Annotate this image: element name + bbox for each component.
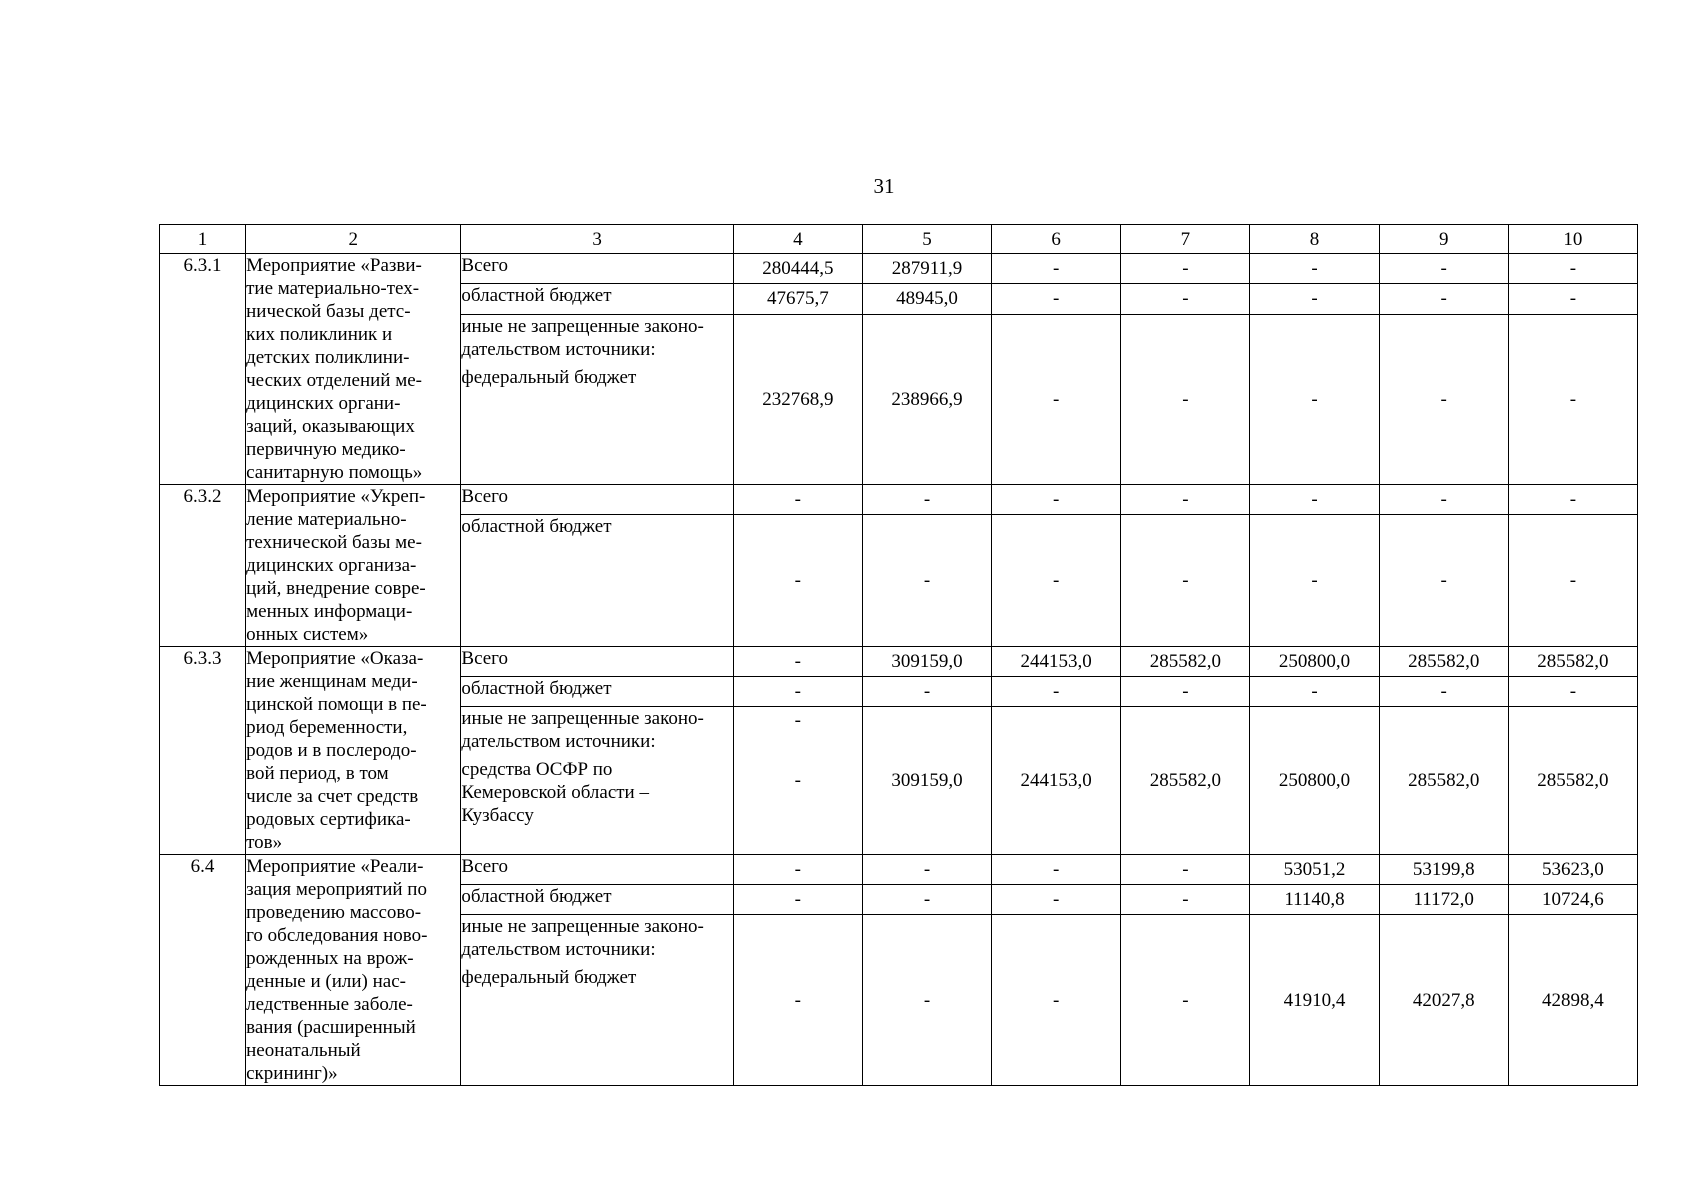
value-cell: [1121, 647, 1250, 677]
column-header: 5: [862, 225, 991, 254]
row-code: 6.3.1: [160, 254, 246, 485]
value-cell: [733, 314, 862, 484]
measure-name-line: Мероприятие «Оказа-: [246, 648, 424, 669]
column-header: 6: [992, 225, 1121, 254]
column-header: 10: [1508, 225, 1637, 254]
value-cell: [1379, 855, 1508, 885]
value-text: 53623,0: [1542, 859, 1604, 881]
value-cell: [1250, 485, 1379, 515]
value-text: -: [1053, 889, 1060, 911]
value-cell: [992, 885, 1121, 915]
column-header: 9: [1379, 225, 1508, 254]
value-text: 285582,0: [1408, 650, 1480, 672]
value-cell: [992, 915, 1121, 1086]
value-cell: [1121, 284, 1250, 314]
measure-name-line: дицинских органи-: [246, 393, 401, 414]
value-cell: [1250, 647, 1379, 677]
value-cell: [1250, 706, 1379, 854]
measure-name: [246, 485, 461, 647]
funding-source-line: Всего: [461, 856, 508, 877]
value-text: 250800,0: [1278, 650, 1351, 672]
value-cell: [1121, 485, 1250, 515]
value-cell: [1379, 515, 1508, 647]
value-text: 285582,0: [1149, 769, 1221, 791]
value-text: -: [923, 680, 931, 702]
funding-source-line: областной бюджет: [461, 516, 612, 538]
value-text: 280444,5: [762, 258, 834, 280]
value-text: -: [923, 489, 931, 511]
value-cell: [992, 647, 1121, 677]
value-text: -: [1053, 859, 1060, 881]
value-cell: [1379, 647, 1508, 677]
measure-name-line: ций, внедрение совре-: [246, 578, 426, 599]
value-cell: [862, 314, 991, 484]
measure-name-line: тов»: [246, 832, 283, 853]
funding-source: [461, 706, 733, 854]
value-cell: [1379, 254, 1508, 284]
measure-name-line: Мероприятие «Укреп-: [246, 486, 426, 507]
value-text: -: [1311, 680, 1318, 702]
measure-name-line: проведению массово-: [246, 902, 422, 923]
value-cell: [1508, 485, 1637, 515]
value-text: -: [1182, 570, 1189, 592]
value-cell: [1250, 915, 1379, 1086]
value-cell: [733, 855, 862, 885]
funding-source: [461, 254, 733, 284]
value-text: 287911,9: [891, 258, 963, 280]
funding-source-header-line: иные не запрещенные законо-: [461, 707, 704, 729]
value-text: -: [1053, 258, 1060, 280]
funding-source: [461, 885, 733, 915]
value-cell: [862, 647, 991, 677]
page-number: 31: [873, 174, 895, 198]
value-text: -: [1440, 288, 1447, 310]
measure-name-line: ких поликлиник и: [246, 324, 393, 345]
value-text: -: [923, 889, 931, 911]
measure-name-line: цинской помощи в пе-: [246, 694, 427, 715]
table-body: [160, 225, 1638, 1086]
value-text: -: [1182, 889, 1189, 911]
value-cell: [1379, 314, 1508, 484]
column-header: 3: [461, 225, 733, 254]
value-text: 309159,0: [891, 769, 963, 791]
value-cell: [862, 885, 991, 915]
column-header: 8: [1250, 225, 1379, 254]
value-text: 244153,0: [1020, 650, 1092, 672]
funding-source-line: Кемеровской области –: [461, 781, 649, 803]
measure-name-line: вания (расширенный: [246, 1017, 416, 1038]
value-text: 244153,0: [1020, 769, 1092, 791]
value-text: 53199,8: [1412, 859, 1475, 881]
value-text: -: [1182, 288, 1189, 310]
value-cell: [992, 314, 1121, 484]
funding-source: [461, 485, 733, 515]
value-text: -: [1440, 388, 1447, 410]
value-cell: [733, 254, 862, 284]
value-text: 11172,0: [1413, 889, 1474, 911]
measure-name-line: го обследования ново-: [246, 925, 428, 946]
value-cell: [1379, 485, 1508, 515]
measure-name-line: тие материально-тех-: [246, 278, 420, 299]
value-text: 250800,0: [1278, 769, 1351, 791]
measure-name-line: родов и в послеродо-: [246, 740, 417, 761]
value-cell: [992, 855, 1121, 885]
value-text: 238966,9: [891, 388, 963, 410]
value-text: -: [923, 570, 931, 592]
value-cell: [733, 284, 862, 314]
value-cell: [1121, 915, 1250, 1086]
value-cell: [1379, 676, 1508, 706]
value-cell: [1121, 676, 1250, 706]
value-cell: [992, 706, 1121, 854]
measure-name: [246, 855, 461, 1086]
value-cell: [733, 676, 862, 706]
value-text: -: [1311, 489, 1318, 511]
column-header-row: [160, 225, 1638, 254]
value-text: 285582,0: [1408, 769, 1480, 791]
value-cell: [1121, 314, 1250, 484]
value-text: -: [1569, 489, 1577, 511]
measure-name-line: ческих отделений ме-: [246, 370, 423, 391]
value-text: -: [1311, 388, 1318, 410]
value-cell: [1250, 885, 1379, 915]
value-cell: [862, 706, 991, 854]
funding-source-line: средства ОСФР по: [461, 758, 613, 780]
value-text: -: [923, 859, 931, 881]
value-cell: [733, 485, 862, 515]
value-text: -: [794, 889, 801, 911]
value-text: -: [1182, 388, 1189, 410]
funding-source-line: федеральный бюджет: [461, 366, 637, 388]
value-text: -: [1053, 288, 1060, 310]
value-text: 309159,0: [891, 650, 963, 672]
value-text: 48945,0: [896, 288, 958, 310]
funding-source: [461, 676, 733, 706]
value-cell: [733, 915, 862, 1086]
value-cell: [1379, 284, 1508, 314]
value-text: -: [1440, 489, 1447, 511]
value-text: 53051,2: [1283, 859, 1346, 881]
value-cell: [1121, 885, 1250, 915]
table-row: [160, 485, 1638, 515]
value-cell: [1508, 515, 1637, 647]
funding-source-header-line: иные не запрещенные законо-: [461, 315, 704, 337]
value-cell: [1121, 254, 1250, 284]
value-cell: [862, 254, 991, 284]
measure-name-line: Мероприятие «Реали-: [246, 856, 424, 877]
measure-name-line: ние женщинам меди-: [246, 671, 418, 692]
funding-source: [461, 855, 733, 885]
measure-name-line: онных систем»: [246, 624, 369, 645]
value-text: -: [794, 989, 801, 1011]
value-cell: [862, 485, 991, 515]
value-cell: [1250, 855, 1379, 885]
value-text: 42027,8: [1412, 989, 1475, 1011]
measure-name-line: Мероприятие «Разви-: [246, 255, 422, 276]
value-cell: [1508, 254, 1637, 284]
funding-source-line: Всего: [461, 255, 508, 276]
value-cell: [862, 855, 991, 885]
measure-name: [246, 647, 461, 855]
table-row: [160, 254, 1638, 284]
measure-name: [246, 254, 461, 485]
measure-name-line: ледственные заболе-: [246, 994, 413, 1015]
funding-source-header-line: иные не запрещенные законо-: [461, 916, 704, 938]
row-code: 6.3.2: [160, 485, 246, 647]
measure-name-line: нической базы детс-: [246, 301, 411, 322]
value-text: -: [1569, 680, 1577, 702]
value-text: -: [1440, 258, 1447, 280]
column-header: 4: [733, 225, 862, 254]
value-text: -: [1569, 288, 1577, 310]
value-text: -: [1569, 570, 1577, 592]
value-cell: [992, 254, 1121, 284]
funding-source-header-line: дательством источники:: [461, 338, 656, 360]
value-cell: [1379, 885, 1508, 915]
funding-source: [461, 515, 733, 647]
value-cell: [1250, 515, 1379, 647]
measure-name-line: менных информаци-: [246, 601, 413, 622]
funding-source-line: областной бюджет: [461, 285, 612, 307]
value-text: -: [1053, 489, 1060, 511]
measure-name-line: дицинских организа-: [246, 555, 417, 576]
value-cell: [1250, 676, 1379, 706]
value-text: -: [794, 650, 801, 672]
column-header: 1: [160, 225, 246, 254]
measure-name-line: ление материально-: [246, 509, 407, 530]
value-cell: [992, 676, 1121, 706]
measure-name-line: риод беременности,: [246, 717, 408, 738]
value-text: -: [1182, 258, 1189, 280]
value-text: -: [1440, 570, 1447, 592]
value-text: -: [1182, 989, 1189, 1011]
value-cell: [1121, 515, 1250, 647]
value-text: -: [1311, 570, 1318, 592]
value-text: 285582,0: [1537, 650, 1609, 672]
value-text: 232768,9: [762, 388, 834, 410]
value-cell: [992, 485, 1121, 515]
funding-source-line: областной бюджет: [461, 677, 612, 699]
value-text: 285582,0: [1537, 769, 1609, 791]
value-cell: [1379, 915, 1508, 1086]
value-text: 285582,0: [1149, 650, 1221, 672]
funding-source: [461, 284, 733, 314]
measure-name-line: скрининг)»: [246, 1063, 338, 1084]
value-text: -: [794, 680, 801, 702]
value-text: -: [1053, 388, 1060, 410]
value-text: -: [1182, 680, 1189, 702]
funding-source-line: Кузбассу: [461, 804, 534, 826]
funding-source-line: федеральный бюджет: [461, 967, 637, 989]
funding-source-header-line: дательством источники:: [461, 939, 656, 961]
value-cell: [992, 515, 1121, 647]
value-cell: [862, 915, 991, 1086]
funding-source: [461, 915, 733, 1086]
value-cell: [1508, 284, 1637, 314]
value-text: -: [794, 859, 801, 881]
measure-name-line: денные и (или) нас-: [246, 971, 406, 992]
value-text: -: [794, 489, 801, 511]
table-row: [160, 647, 1638, 677]
value-cell: [733, 515, 862, 647]
row-code: 6.3.3: [160, 647, 246, 855]
value-cell: [1508, 915, 1637, 1086]
funding-source-line: Всего: [461, 486, 508, 507]
value-text: -: [1569, 258, 1577, 280]
value-cell: [1250, 314, 1379, 484]
budget-table: [159, 224, 1638, 1086]
value-cell: [733, 647, 862, 677]
value-text: -: [1569, 388, 1577, 410]
value-cell: [1508, 647, 1637, 677]
value-cell: [992, 284, 1121, 314]
value-text: 47675,7: [766, 288, 829, 310]
value-text: -: [794, 570, 801, 592]
value-cell: [1508, 314, 1637, 484]
value-text: -: [1311, 288, 1318, 310]
value-cell: [1508, 676, 1637, 706]
measure-name-line: зация мероприятий по: [246, 879, 427, 900]
value-text: -: [1311, 258, 1318, 280]
funding-source-line: областной бюджет: [461, 886, 612, 908]
value-cell-mark: -: [794, 709, 801, 731]
value-cell: [862, 515, 991, 647]
measure-name-line: детских поликлини-: [246, 347, 410, 368]
measure-name-line: первичную медико-: [246, 439, 406, 460]
value-cell: [1508, 706, 1637, 854]
funding-source: [461, 647, 733, 677]
value-text: 10724,6: [1542, 889, 1604, 911]
value-cell: [733, 706, 862, 854]
table-row: [160, 855, 1638, 885]
value-text: -: [1053, 989, 1060, 1011]
measure-name-line: неонатальный: [246, 1040, 361, 1061]
value-cell: [733, 885, 862, 915]
value-cell: [1508, 885, 1637, 915]
column-header: 2: [246, 225, 461, 254]
value-text: -: [1182, 489, 1189, 511]
value-text: -: [1182, 859, 1189, 881]
funding-source-line: Всего: [461, 648, 508, 669]
value-cell: [1379, 706, 1508, 854]
value-cell: [1250, 284, 1379, 314]
measure-name-line: числе за счет средств: [246, 786, 419, 807]
value-text: -: [794, 769, 801, 791]
value-text: -: [923, 989, 931, 1011]
value-text: 42898,4: [1542, 989, 1604, 1011]
value-cell: [1121, 706, 1250, 854]
value-text: 11140,8: [1284, 889, 1345, 911]
value-cell: [1121, 855, 1250, 885]
value-text: -: [1440, 680, 1447, 702]
measure-name-line: рожденных на врож-: [246, 948, 414, 969]
column-header: 7: [1121, 225, 1250, 254]
value-cell: [862, 676, 991, 706]
value-cell: [1250, 254, 1379, 284]
measure-name-line: санитарную помощь»: [246, 462, 423, 483]
measure-name-line: заций, оказывающих: [246, 416, 415, 437]
measure-name-line: родовых сертифика-: [246, 809, 411, 830]
funding-source: [461, 314, 733, 484]
value-cell: [862, 284, 991, 314]
value-text: -: [1053, 570, 1060, 592]
value-cell: [1508, 855, 1637, 885]
value-text: -: [1053, 680, 1060, 702]
measure-name-line: вой период, в том: [246, 763, 389, 784]
measure-name-line: технической базы ме-: [246, 532, 422, 553]
row-code: 6.4: [160, 855, 246, 1086]
value-text: 41910,4: [1283, 989, 1346, 1011]
funding-source-header-line: дательством источники:: [461, 730, 656, 752]
